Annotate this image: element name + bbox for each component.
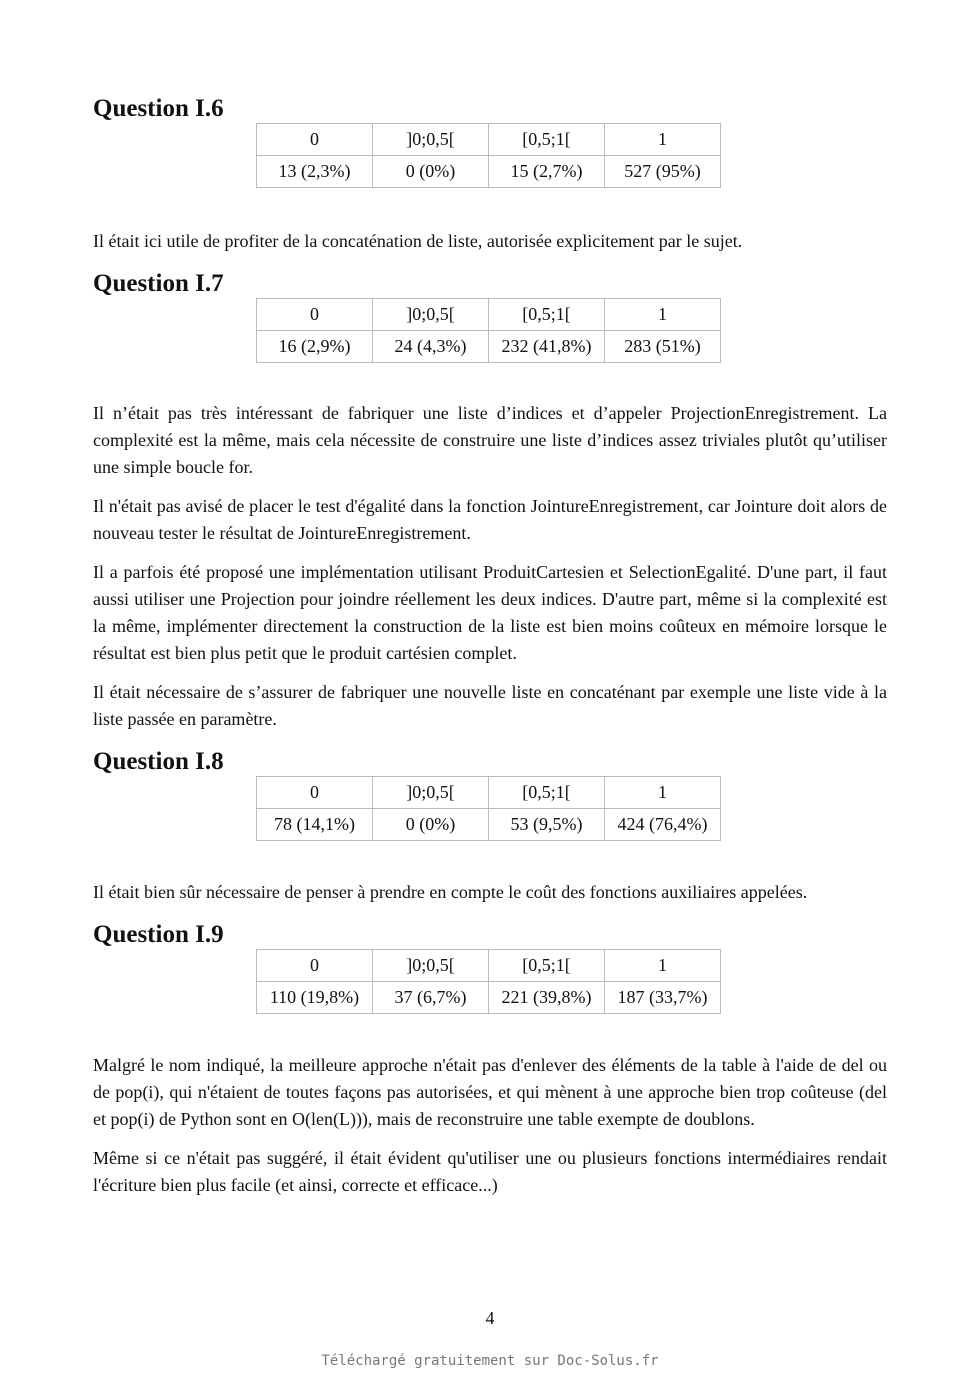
header-cell: 0 <box>257 124 373 156</box>
table-cell: 24 (4,3%) <box>373 331 489 363</box>
header-cell: [0,5;1[ <box>489 299 605 331</box>
table-cell: 78 (14,1%) <box>257 809 373 841</box>
download-footer: Téléchargé gratuitement sur Doc-Solus.fr <box>321 1353 659 1369</box>
header-cell: [0,5;1[ <box>489 950 605 982</box>
score-table <box>256 298 721 363</box>
table-row <box>257 982 721 1014</box>
paragraph: Il n'était pas avisé de placer le test d'égalité dans la fonction JointureEnregistrement, car Jointure doit alors de nouveau tester le résultat de JointureEnregistrement. <box>93 496 887 543</box>
header-cell: 1 <box>605 124 721 156</box>
table-cell: 110 (19,8%) <box>257 982 373 1014</box>
header-cell: 0 <box>257 299 373 331</box>
header-cell: 1 <box>605 299 721 331</box>
question-title: Question I.8 <box>93 748 224 775</box>
document-page <box>93 94 887 1199</box>
table-row <box>257 331 721 363</box>
header-cell: ]0;0,5[ <box>373 777 489 809</box>
table-cell: 221 (39,8%) <box>489 982 605 1014</box>
score-table <box>256 123 721 188</box>
paragraph: Il était nécessaire de s’assurer de fabriquer une nouvelle liste en concaténant par exemple une liste vide à la liste passée en paramètre. <box>93 682 887 729</box>
table-header-row <box>257 950 721 982</box>
paragraph: Il était bien sûr nécessaire de penser à prendre en compte le coût des fonctions auxiliaires appelées. <box>93 882 808 902</box>
header-cell: [0,5;1[ <box>489 777 605 809</box>
table-cell: 527 (95%) <box>605 156 721 188</box>
header-cell: 1 <box>605 777 721 809</box>
header-cell: ]0;0,5[ <box>373 299 489 331</box>
table-cell: 283 (51%) <box>605 331 721 363</box>
table-cell: 37 (6,7%) <box>373 982 489 1014</box>
paragraph: Il a parfois été proposé une implémentation utilisant ProduitCartesien et SelectionEgalité. D'une part, il faut aussi utiliser une Projection pour joindre réellement les deux indices. D'autre part, même si la complexité est la même, implémenter directement la construction de la liste est bien moins coûteux en mémoire lorsque le résultat est bien plus petit que le produit cartésien complet. <box>93 562 887 663</box>
question-title: Question I.6 <box>93 95 224 122</box>
paragraph: Même si ce n'était pas suggéré, il était évident qu'utiliser une ou plusieurs fonctions intermédiaires rendait l'écriture bien plus facile (et ainsi, correcte et efficace...) <box>93 1148 887 1195</box>
paragraph: Il était ici utile de profiter de la concaténation de liste, autorisée explicitement par le sujet. <box>93 231 743 251</box>
table-cell: 15 (2,7%) <box>489 156 605 188</box>
page-number: 4 <box>485 1308 495 1328</box>
question-title: Question I.7 <box>93 270 224 297</box>
score-table <box>256 776 721 841</box>
table-cell: 16 (2,9%) <box>257 331 373 363</box>
header-cell: 0 <box>257 777 373 809</box>
header-cell: 1 <box>605 950 721 982</box>
header-cell: 0 <box>257 950 373 982</box>
table-cell: 232 (41,8%) <box>489 331 605 363</box>
table-row <box>257 809 721 841</box>
paragraph: Malgré le nom indiqué, la meilleure approche n'était pas d'enlever des éléments de la table à l'aide de del ou de pop(i), qui n'étaient de toutes façons pas autorisées, et qui mènent à une approche bien trop coûteuse (del et pop(i) de Python sont en O(len(L))), mais de reconstruire une table exempte de doublons. <box>93 1055 887 1129</box>
header-cell: ]0;0,5[ <box>373 950 489 982</box>
question-title: Question I.9 <box>93 921 224 948</box>
paragraph: Il n’était pas très intéressant de fabriquer une liste d’indices et d’appeler ProjectionEnregistrement. La complexité est la même, mais cela nécessite de construire une liste d’indices assez triviales plutôt qu’utiliser une simple boucle for. <box>93 403 887 477</box>
table-header-row <box>257 299 721 331</box>
table-cell: 53 (9,5%) <box>489 809 605 841</box>
header-cell: ]0;0,5[ <box>373 124 489 156</box>
table-cell: 0 (0%) <box>373 156 489 188</box>
table-cell: 13 (2,3%) <box>257 156 373 188</box>
table-header-row <box>257 124 721 156</box>
score-table <box>256 949 721 1014</box>
table-cell: 424 (76,4%) <box>605 809 721 841</box>
table-cell: 0 (0%) <box>373 809 489 841</box>
table-header-row <box>257 777 721 809</box>
header-cell: [0,5;1[ <box>489 124 605 156</box>
table-row <box>257 156 721 188</box>
table-cell: 187 (33,7%) <box>605 982 721 1014</box>
